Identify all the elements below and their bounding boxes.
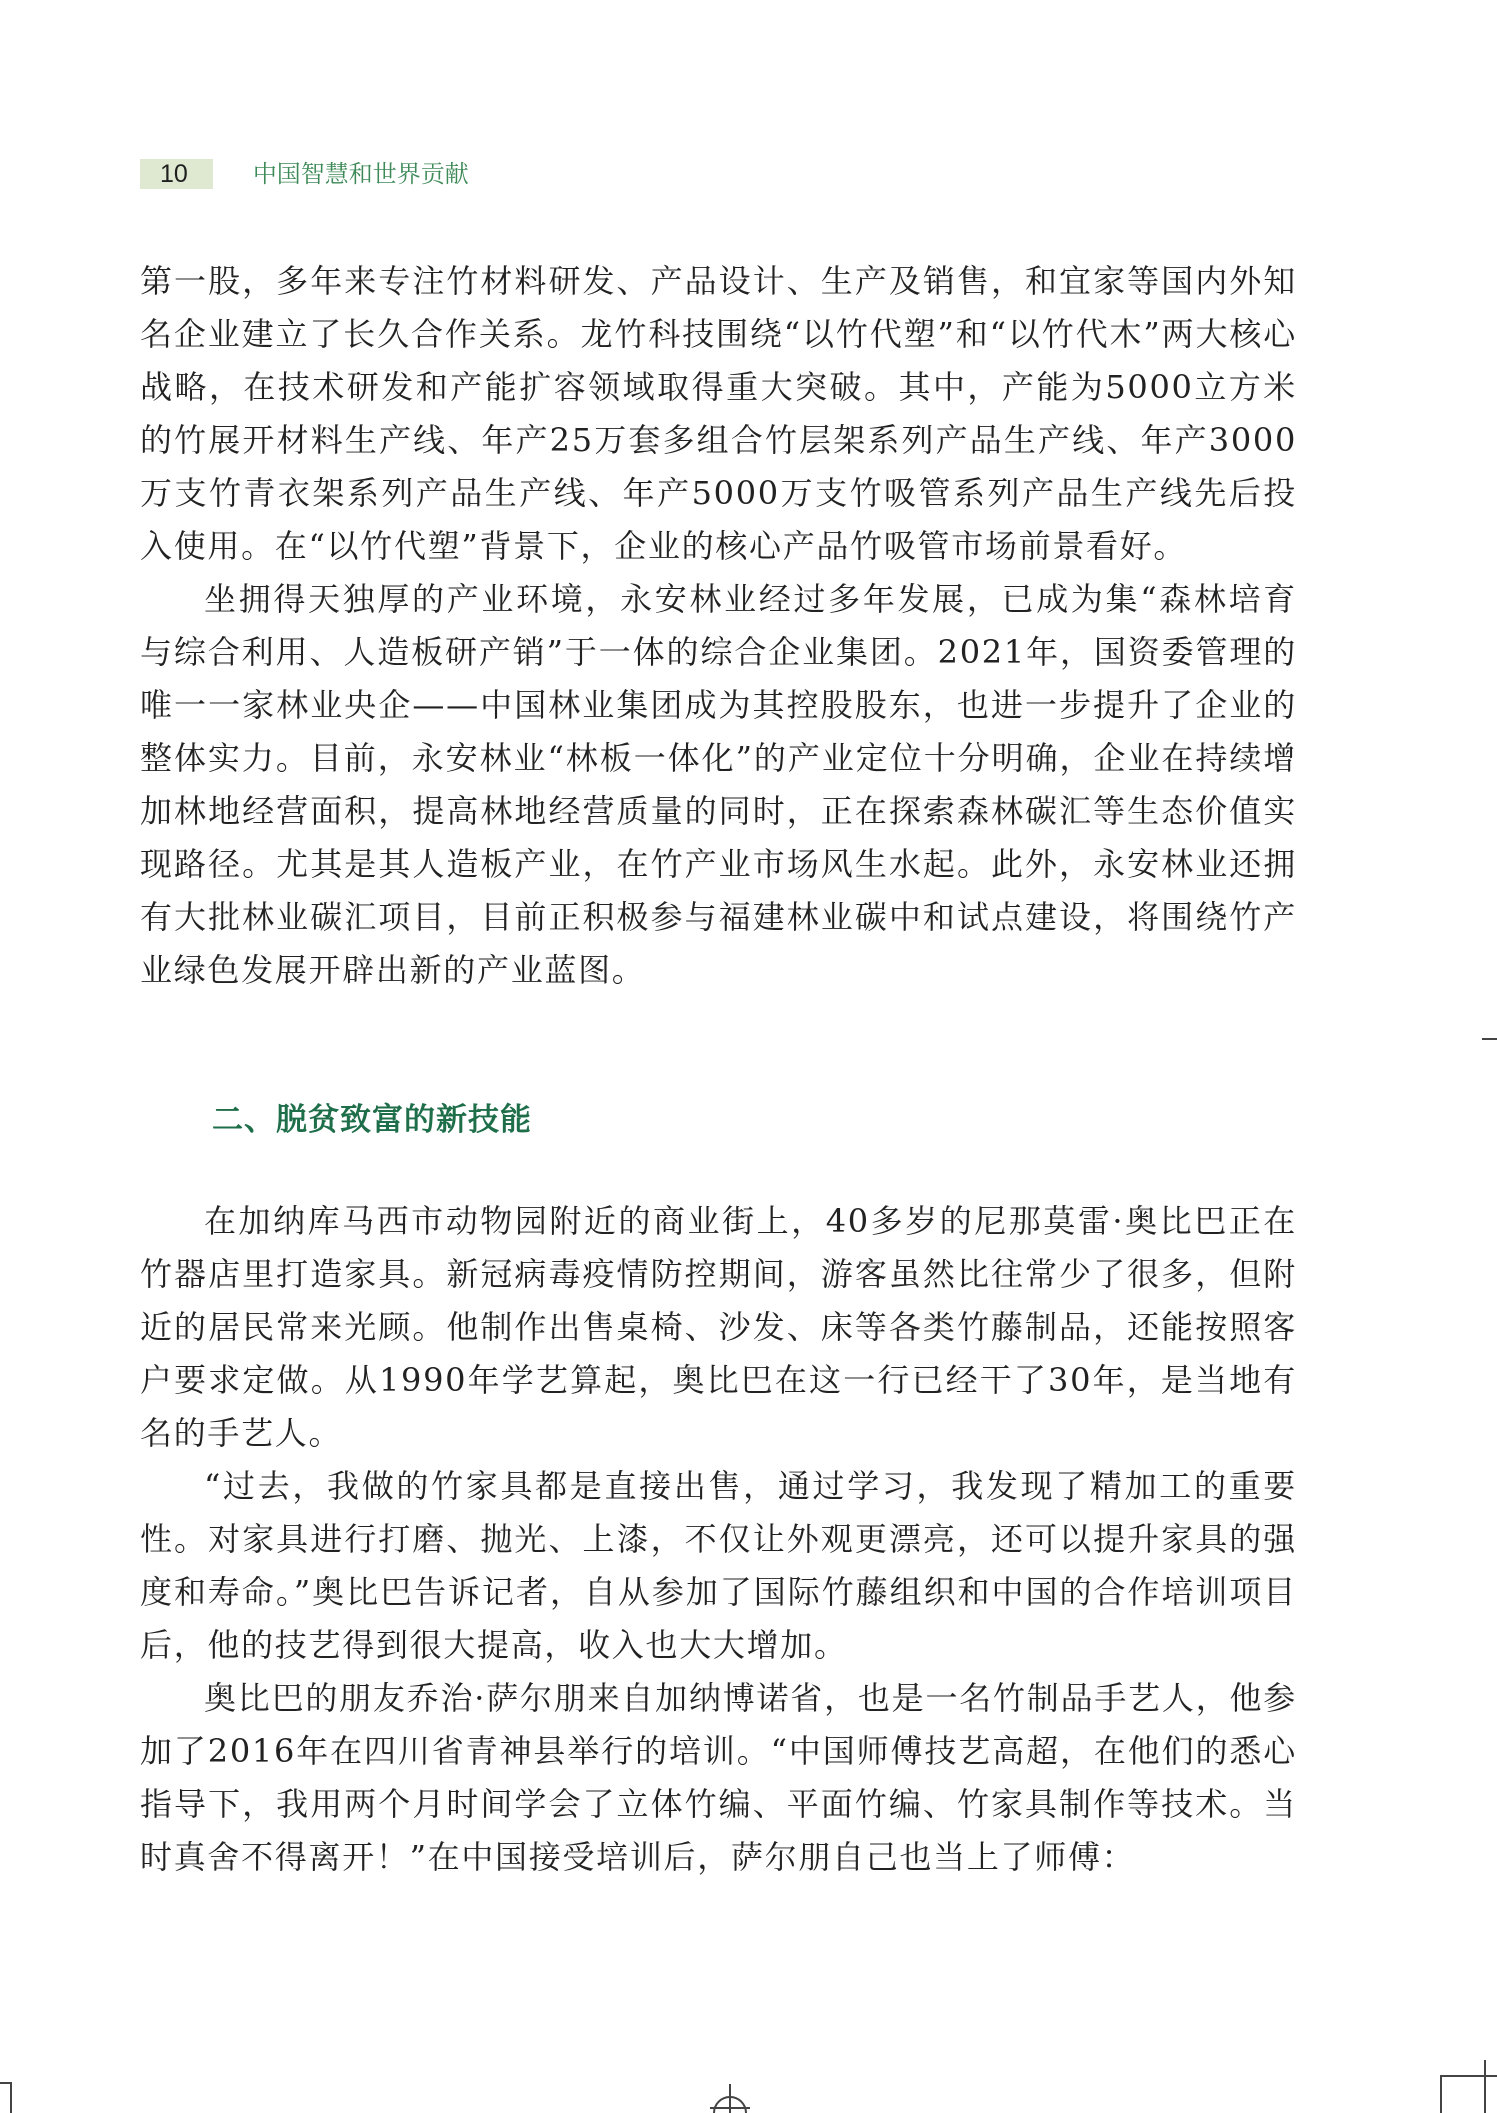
paragraph: 在加纳库马西市动物园附近的商业街上，40多岁的尼那莫雷·奥比巴正在竹器店里打造家具。新冠病毒疫情防控期间，游客虽然比往常少了很多，但附近的居民常来光顾。他制作出售桌椅、沙发、床等各类竹藤制品，还能按照客户要求定做。从1990年学艺算起，奥比巴在这一行已经干了30年，是当地有名的手艺人。 [140, 1202, 1297, 1452]
paragraph: 奥比巴的朋友乔治·萨尔朋来自加纳博诺省，也是一名竹制品手艺人，他参加了2016年在四川省青神县举行的培训。“中国师傅技艺高超，在他们的悉心指导下，我用两个月时间学会了立体竹编、平面竹编、竹家具制作等技术。当时真舍不得离开！”在中国接受培训后，萨尔朋自己也当上了师傅： [140, 1679, 1297, 1876]
paragraph: “过去，我做的竹家具都是直接出售，通过学习，我发现了精加工的重要性。对家具进行打磨、抛光、上漆，不仅让外观更漂亮，还可以提升家具的强度和寿命。”奥比巴告诉记者，自从参加了国际竹藤组织和中国的合作培训项目后，他的技艺得到很大提高，收入也大大增加。 [140, 1467, 1297, 1664]
paragraph: 第一股，多年来专注竹材料研发、产品设计、生产及销售，和宜家等国内外知名企业建立了长久合作关系。龙竹科技围绕“以竹代塑”和“以竹代木”两大核心战略，在技术研发和产能扩容领域取得重大突破。其中，产能为5000立方米的竹展开材料生产线、年产25万套多组合竹层架系列产品生产线、年产3000万支竹青衣架系列产品生产线、年产5000万支竹吸管系列产品生产线先后投入使用。在“以竹代塑”背景下，企业的核心产品竹吸管市场前景看好。 [140, 262, 1297, 565]
section-heading: 二、脱贫致富的新技能 [212, 1102, 532, 1138]
running-header [140, 157, 469, 191]
body-text-block-2 [140, 1195, 1297, 1884]
crop-mark-bottom-left [0, 2082, 10, 2084]
body-text-block-1 [140, 255, 1297, 997]
crop-mark-right-tick [1482, 1038, 1497, 1040]
crop-mark-bottom-right-vertical [1440, 2075, 1442, 2113]
page-number: 10 [140, 159, 213, 189]
crop-mark-bottom-left-vertical [10, 2082, 12, 2113]
crop-mark-bottom-right [1440, 2075, 1497, 2077]
crop-mark-bottom-right-tick [1484, 2060, 1486, 2113]
running-title: 中国智慧和世界贡献 [252, 160, 469, 188]
registration-mark-icon [710, 2080, 750, 2113]
paragraph: 坐拥得天独厚的产业环境，永安林业经过多年发展，已成为集“森林培育与综合利用、人造板研产销”于一体的综合企业集团。2021年，国资委管理的唯一一家林业央企——中国林业集团成为其控股股东，也进一步提升了企业的整体实力。目前，永安林业“林板一体化”的产业定位十分明确，企业在持续增加林地经营面积，提高林地经营质量的同时，正在探索森林碳汇等生态价值实现路径。尤其是其人造板产业，在竹产业市场风生水起。此外，永安林业还拥有大批林业碳汇项目，目前正积极参与福建林业碳中和试点建设，将围绕竹产业绿色发展开辟出新的产业蓝图。 [140, 580, 1297, 989]
